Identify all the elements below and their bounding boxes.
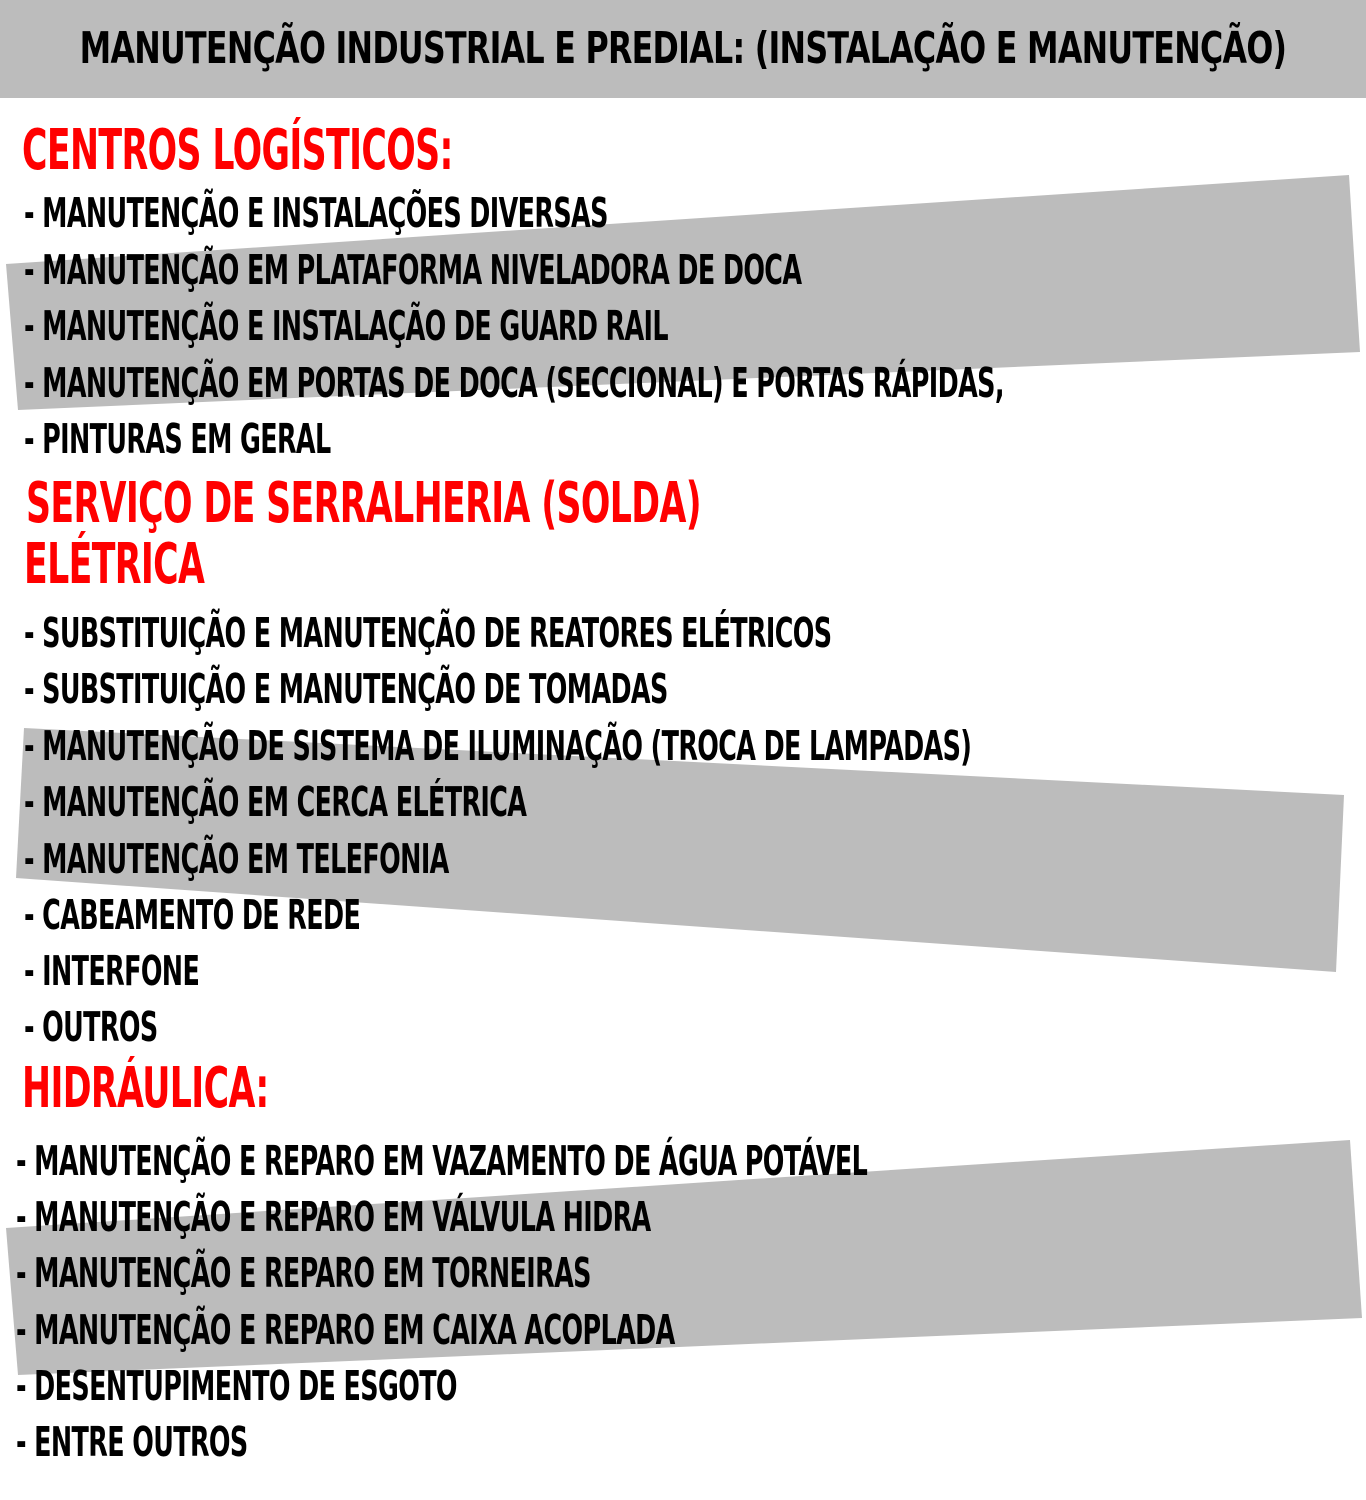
list-item: - OUTROS xyxy=(24,1003,158,1051)
list-item: - MANUTENÇÃO E REPARO EM CAIXA ACOPLADA xyxy=(16,1306,675,1354)
list-item: - INTERFONE xyxy=(24,947,200,995)
page-title: MANUTENÇÃO INDUSTRIAL E PREDIAL: (INSTALAÇÃO E MANUTENÇÃO) xyxy=(79,23,1287,74)
list-item: - MANUTENÇÃO EM PLATAFORMA NIVELADORA DE DOCA xyxy=(24,246,802,294)
list-item: - CABEAMENTO DE REDE xyxy=(24,891,361,939)
list-item: - MANUTENÇÃO DE SISTEMA DE ILUMINAÇÃO (TROCA DE LAMPADAS) xyxy=(24,722,972,770)
list-item: - MANUTENÇÃO EM CERCA ELÉTRICA xyxy=(24,778,527,826)
list-item: - SUBSTITUIÇÃO E MANUTENÇÃO DE TOMADAS xyxy=(24,665,668,713)
section-title-centros-logisticos: CENTROS LOGÍSTICOS: xyxy=(22,118,453,183)
section-title-hidraulica: HIDRÁULICA: xyxy=(22,1056,269,1121)
list-item: - MANUTENÇÃO E REPARO EM TORNEIRAS xyxy=(16,1249,591,1297)
header-bar xyxy=(0,0,1366,98)
list-item: - MANUTENÇÃO E REPARO EM VAZAMENTO DE ÁGUA POTÁVEL xyxy=(16,1137,868,1185)
list-item: - MANUTENÇÃO E REPARO EM VÁLVULA HIDRA xyxy=(16,1193,651,1241)
list-item: - PINTURAS EM GERAL xyxy=(24,415,331,463)
list-item: - ENTRE OUTROS xyxy=(16,1418,248,1466)
list-item: - MANUTENÇÃO E INSTALAÇÕES DIVERSAS xyxy=(24,189,608,237)
section-title-serralheria: SERVIÇO DE SERRALHERIA (SOLDA) xyxy=(26,471,702,536)
list-item: - MANUTENÇÃO E INSTALAÇÃO DE GUARD RAIL xyxy=(24,302,668,350)
section-title-eletrica: ELÉTRICA xyxy=(24,532,205,597)
list-item: - MANUTENÇÃO EM TELEFONIA xyxy=(24,835,449,883)
list-item: - SUBSTITUIÇÃO E MANUTENÇÃO DE REATORES ELÉTRICOS xyxy=(24,609,832,657)
list-item: - MANUTENÇÃO EM PORTAS DE DOCA (SECCIONAL) E PORTAS RÁPIDAS, xyxy=(24,359,1004,407)
list-item: - DESENTUPIMENTO DE ESGOTO xyxy=(16,1362,457,1410)
